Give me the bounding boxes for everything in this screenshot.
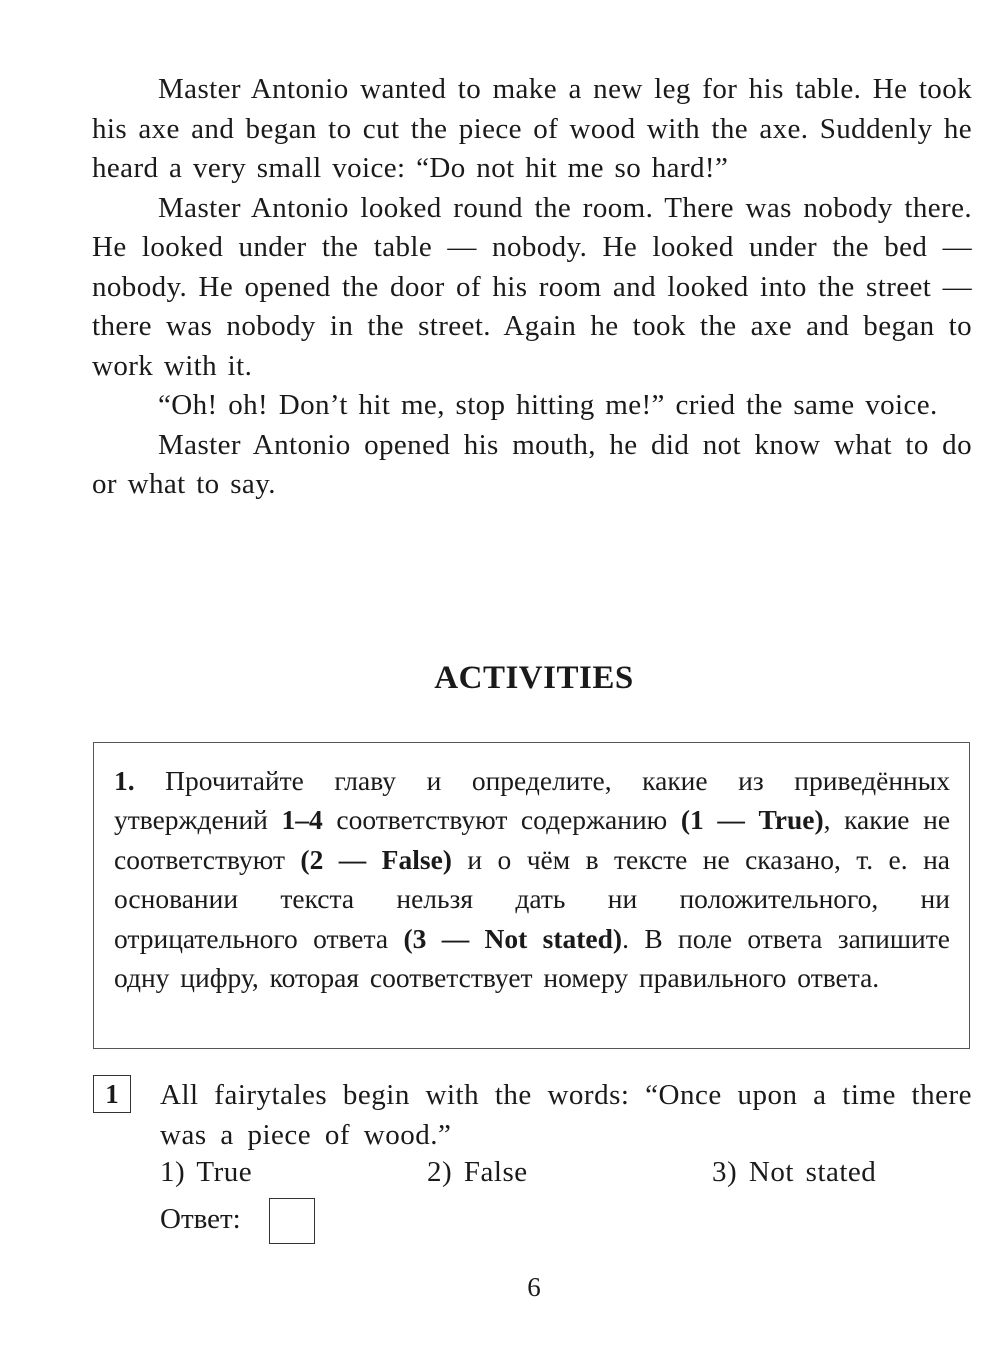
task-text-part: Прочитайте главу и определите, какие из приведённых утверждений — [114, 765, 950, 836]
false-label: (2 — False) — [300, 843, 452, 875]
question-text: All fairytales begin with the words: “Once upon a time there was a piece of wood.” — [160, 1079, 972, 1151]
story-paragraph: Master Antonio wanted to make a new leg for his table. He took his axe and began to cut the piece of wood with the axe. Suddenly he heard a very small voice: “Do not hit me so hard!” — [92, 73, 972, 184]
task-instructions — [114, 761, 950, 997]
task-range: 1–4 — [281, 804, 323, 836]
not-stated-label: (3 — Not stated) — [403, 922, 623, 954]
story-text — [92, 70, 972, 505]
task-text-part: . В поле ответа запишите одну цифру, которая соответствует номеру правильного ответа. — [114, 922, 950, 994]
task-number: 1. — [114, 765, 135, 796]
option-true: 1) True — [160, 1156, 253, 1188]
question-number: 1 — [93, 1075, 131, 1113]
story-paragraph: “Oh! oh! Don’t hit me, stop hitting me!” cried the same voice. — [158, 389, 938, 421]
task-instructions-box — [93, 742, 970, 1049]
task-text-part: соответствуют содержанию — [336, 804, 668, 836]
task-text-part: , какие не соответствуют — [114, 804, 951, 875]
page-number: 6 — [527, 1272, 541, 1302]
answer-label: Ответ: — [160, 1203, 241, 1235]
story-paragraph: Master Antonio opened his mouth, he did not know what to do or what to say. — [92, 428, 972, 500]
answer-box[interactable] — [269, 1198, 315, 1244]
option-false: 2) False — [427, 1156, 528, 1188]
activities-heading: ACTIVITIES — [434, 660, 634, 696]
task-text-part: и о чём в тексте не сказано, т. е. на основании текста нельзя дать ни положительного, ни отрицательного ответа — [114, 843, 950, 954]
true-label: (1 — True) — [680, 804, 824, 836]
story-paragraph: Master Antonio looked round the room. There was nobody there. He looked under the table — nobody. He looked under the bed — nobody. He opened the door of his room and looked into the street — there was nobody in the street. Again he took the axe and began to work with it. — [92, 191, 972, 382]
option-not-stated: 3) Not stated — [712, 1156, 877, 1188]
